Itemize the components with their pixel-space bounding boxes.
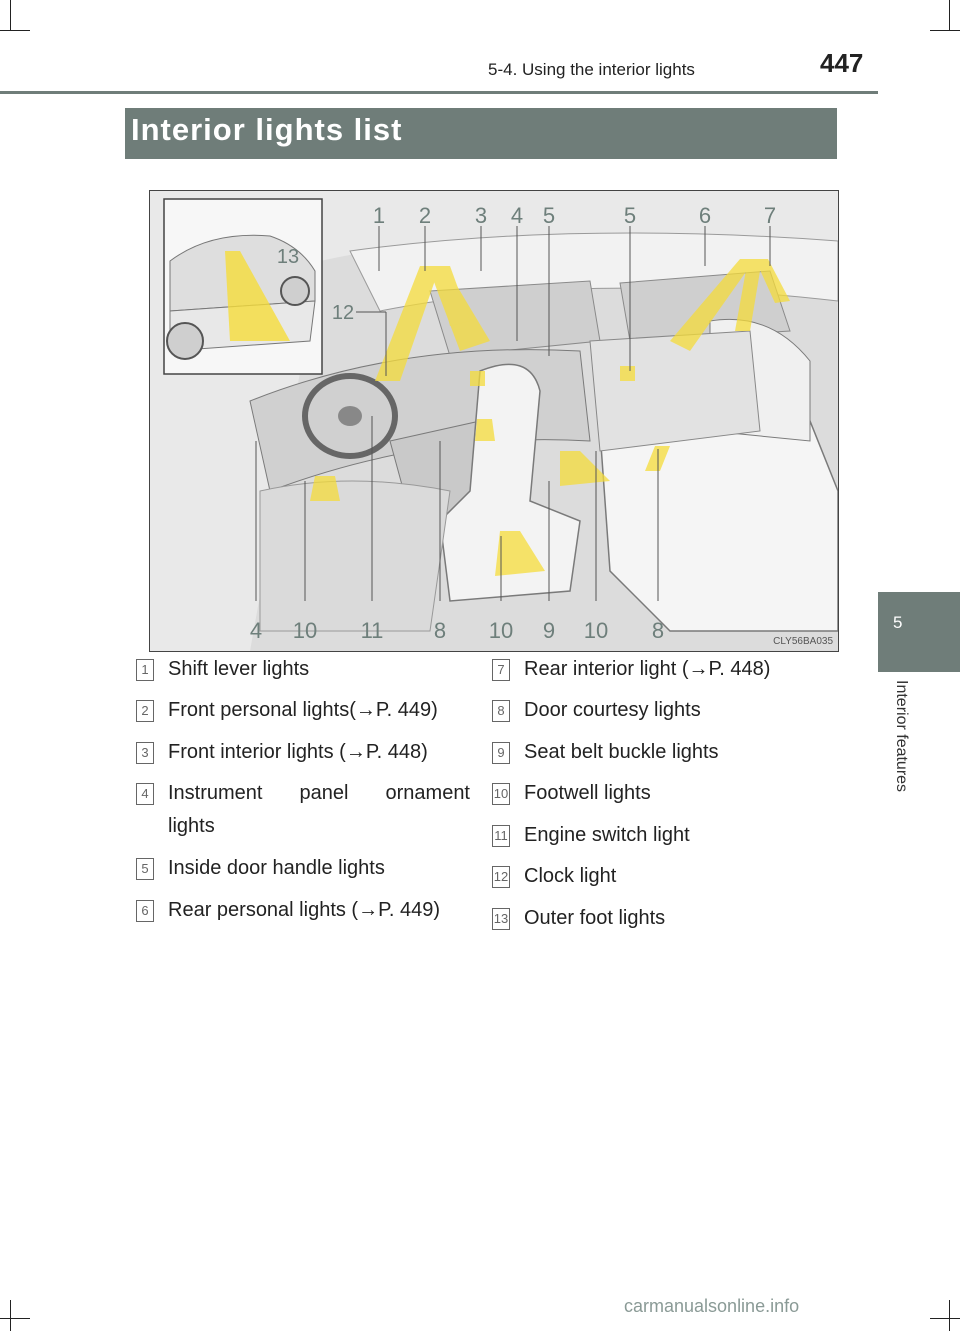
callout-b8: 8	[433, 618, 447, 643]
watermark-text: carmanualsonline.info	[624, 1296, 800, 1316]
list-item	[492, 693, 832, 727]
callout-b8b: 8	[651, 618, 665, 643]
list-item	[136, 851, 476, 885]
chapter-number: 5	[893, 613, 903, 632]
item-number: 2	[136, 700, 154, 722]
crop-mark	[949, 0, 950, 30]
list-item	[492, 818, 832, 852]
chapter-title: Interior features	[893, 680, 910, 793]
crop-mark	[930, 30, 960, 31]
crop-mark	[10, 0, 11, 30]
list-item	[136, 893, 476, 927]
callout-12: 12	[331, 302, 355, 324]
callout-4: 4	[510, 203, 524, 228]
item-label: Door courtesy lights	[524, 699, 701, 721]
section-title: Interior lights list	[131, 112, 403, 147]
item-label: Rear personal lights (→P. 449)	[168, 899, 440, 921]
callout-b11: 11	[360, 618, 384, 643]
callout-b10: 10	[292, 618, 318, 643]
crop-mark	[930, 1318, 960, 1319]
interior-lights-illustration	[149, 190, 839, 652]
item-label: Front interior lights (→P. 448)	[168, 741, 428, 763]
item-label: Clock light	[524, 865, 617, 887]
item-number: 6	[136, 900, 154, 922]
page-number: 447	[820, 48, 864, 78]
callout-5b: 5	[623, 203, 637, 228]
item-label: Engine switch light	[524, 824, 690, 846]
list-item	[492, 735, 832, 769]
item-label: Seat belt buckle lights	[524, 741, 719, 763]
callout-2: 2	[418, 203, 432, 228]
callout-b10c: 10	[583, 618, 609, 643]
item-number: 1	[136, 659, 154, 681]
callout-3: 3	[474, 203, 488, 228]
item-label: Front personal lights(→P. 449)	[168, 699, 438, 721]
list-item	[492, 859, 832, 893]
item-number: 7	[492, 659, 510, 681]
header-section-title: 5-4. Using the interior lights	[488, 60, 695, 79]
callout-13: 13	[276, 246, 300, 268]
item-number: 9	[492, 742, 510, 764]
crop-mark	[0, 30, 30, 31]
list-item	[492, 652, 832, 686]
callout-5: 5	[542, 203, 556, 228]
inset-car-exterior	[164, 199, 322, 374]
chapter-tab	[878, 592, 960, 672]
callout-1: 1	[372, 203, 386, 228]
item-label-continued: lights	[168, 815, 215, 837]
item-label: Rear interior light (→P. 448)	[524, 658, 771, 680]
item-number: 5	[136, 858, 154, 880]
item-number: 10	[492, 783, 510, 805]
item-number: 8	[492, 700, 510, 722]
callout-6: 6	[698, 203, 712, 228]
list-item	[492, 776, 832, 810]
crop-mark	[10, 1300, 11, 1331]
item-number: 12	[492, 866, 510, 888]
callout-7: 7	[763, 203, 777, 228]
list-item	[136, 735, 476, 769]
list-item	[492, 901, 832, 935]
list-item	[136, 693, 476, 727]
crop-mark	[949, 1300, 950, 1331]
callout-b4: 4	[249, 618, 263, 643]
item-label: Footwell lights	[524, 782, 651, 804]
item-label: Instrument panel ornament	[168, 782, 470, 804]
item-number: 13	[492, 908, 510, 930]
car-interior-drawing	[150, 191, 838, 651]
item-number: 4	[136, 783, 154, 805]
item-label: Inside door handle lights	[168, 857, 385, 879]
item-number: 3	[136, 742, 154, 764]
illustration-code: CLY56BA035	[773, 636, 833, 647]
callout-b9: 9	[542, 618, 556, 643]
header-divider	[0, 91, 878, 94]
item-number: 11	[492, 825, 510, 847]
list-item	[136, 776, 476, 844]
callout-b10b: 10	[488, 618, 514, 643]
item-label: Outer foot lights	[524, 907, 666, 929]
item-label: Shift lever lights	[168, 658, 310, 680]
crop-mark	[0, 1318, 30, 1319]
list-item	[136, 652, 476, 686]
